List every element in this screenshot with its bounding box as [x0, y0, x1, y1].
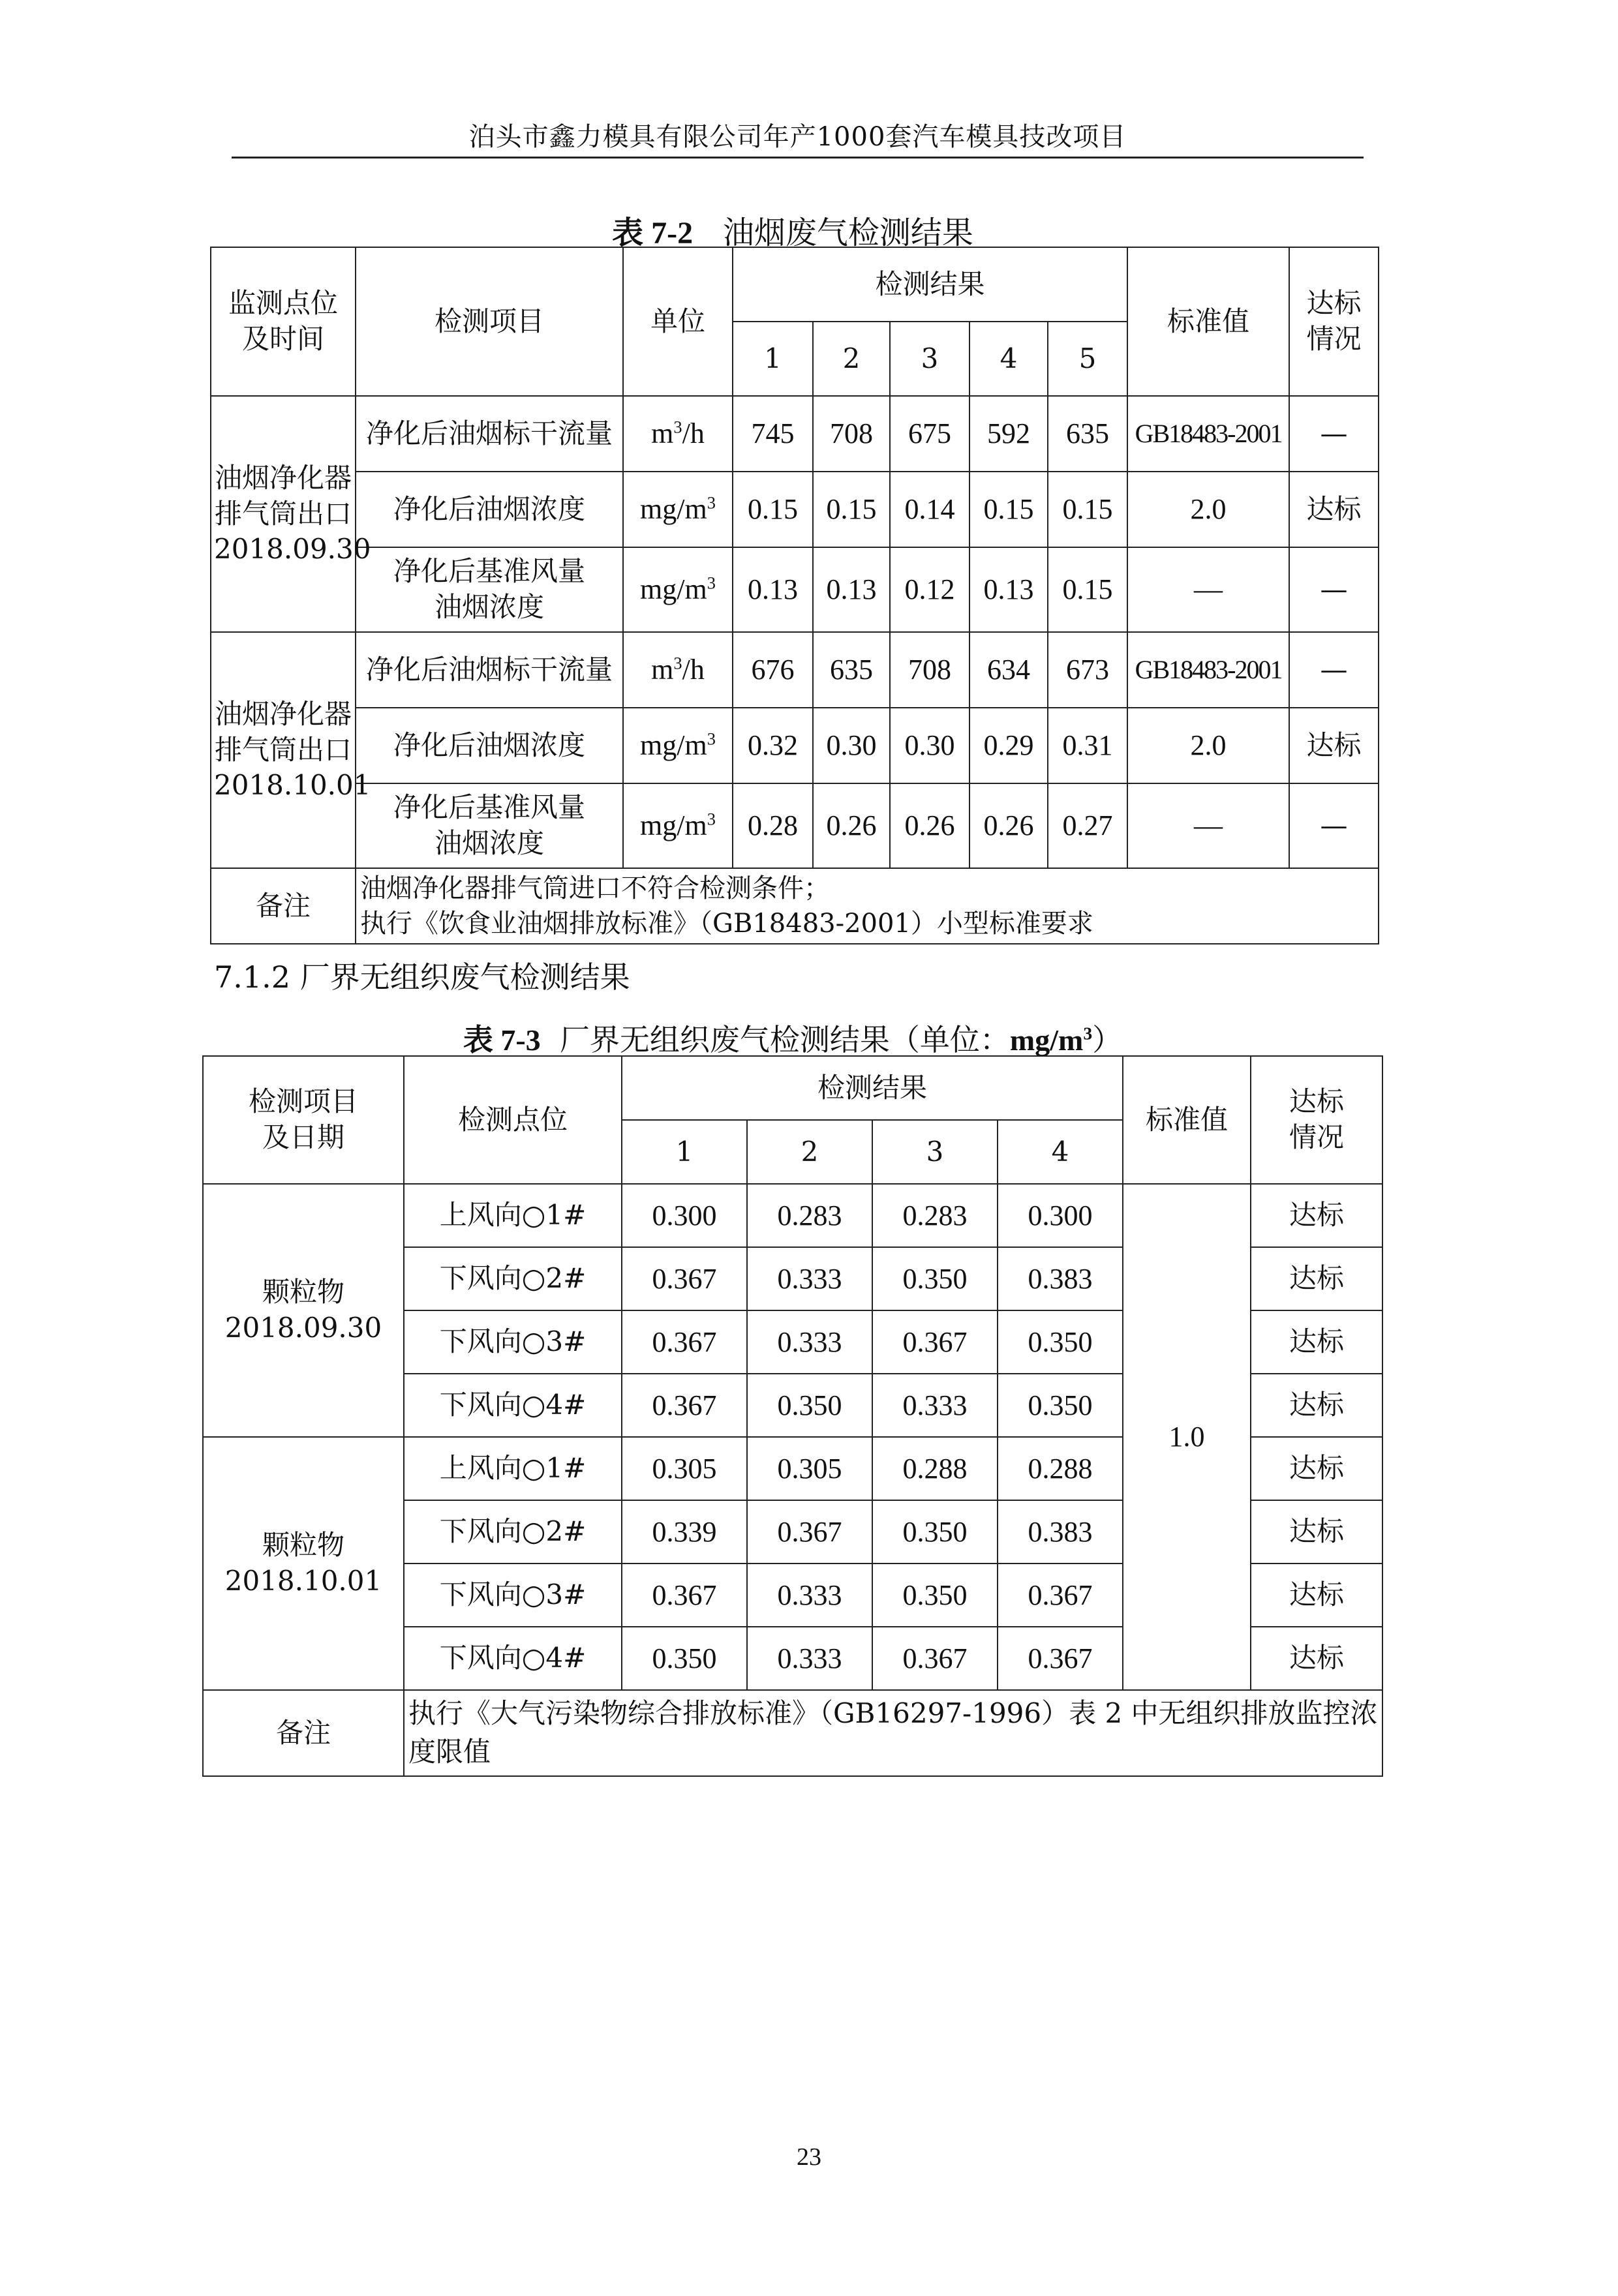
result-value-cell: 0.26: [890, 783, 969, 868]
result-value-cell: 0.333: [747, 1627, 872, 1690]
compliance-cell: —: [1289, 632, 1379, 708]
compliance-cell: 达标: [1251, 1437, 1382, 1500]
standard-value-cell: 2.0: [1127, 472, 1289, 547]
result-value-cell: 0.15: [969, 472, 1048, 547]
table-7-3-caption: 表 7-3 厂界无组织废气检测结果（单位：$mg/m^3$）: [463, 1022, 1123, 1057]
header-compliance: 达标 情况: [1289, 247, 1379, 396]
test-item-cell: 净化后油烟浓度: [356, 708, 623, 783]
result-value-cell: 0.300: [622, 1184, 747, 1247]
table-7-2-caption: [202, 207, 1383, 252]
test-item-cell: 净化后基准风量 油烟浓度: [356, 783, 623, 868]
test-item-cell: 净化后油烟标干流量: [356, 396, 623, 472]
header-results: 检测结果: [622, 1056, 1123, 1120]
header-point-time: 监测点位 及时间: [211, 247, 356, 396]
result-value-cell: 635: [813, 632, 890, 708]
table-row: [211, 472, 1379, 547]
result-value-cell: 0.333: [872, 1374, 998, 1437]
table-row: [203, 1184, 1382, 1247]
table-7-3-number: 表 7-3: [463, 1023, 541, 1057]
result-value-cell: 0.31: [1048, 708, 1127, 783]
compliance-cell: 达标: [1289, 708, 1379, 783]
result-value-cell: 0.383: [998, 1500, 1123, 1563]
monitoring-point-cell: 下风向○4#: [404, 1627, 622, 1690]
header-col-4: 4: [998, 1120, 1123, 1184]
standard-value-cell: —: [1127, 547, 1289, 632]
test-item-cell: 净化后基准风量 油烟浓度: [356, 547, 623, 632]
monitoring-point-cell: 上风向○1#: [404, 1184, 622, 1247]
result-value-cell: 0.28: [733, 783, 813, 868]
table-7-2-number: 表 7-2: [612, 216, 694, 250]
result-value-cell: 0.305: [747, 1437, 872, 1500]
result-value-cell: 708: [813, 396, 890, 472]
result-value-cell: 0.15: [733, 472, 813, 547]
standard-value-cell: GB18483-2001: [1127, 396, 1289, 472]
result-value-cell: 0.14: [890, 472, 969, 547]
table-7-3-title: 厂界无组织废气检测结果（单位：: [559, 1022, 1010, 1057]
result-value-cell: 0.283: [747, 1184, 872, 1247]
monitoring-point-cell: 下风向○4#: [404, 1374, 622, 1437]
header-standard: 标准值: [1127, 247, 1289, 396]
result-value-cell: 0.27: [1048, 783, 1127, 868]
result-value-cell: 0.15: [1048, 547, 1127, 632]
header-standard: 标准值: [1123, 1056, 1251, 1184]
result-value-cell: 0.350: [872, 1247, 998, 1310]
monitoring-point-cell: 下风向○3#: [404, 1563, 622, 1627]
table-row: [211, 547, 1379, 632]
result-value-cell: 592: [969, 396, 1048, 472]
result-value-cell: 0.383: [998, 1247, 1123, 1310]
remark-row: [203, 1690, 1382, 1776]
unit-cell: $mg/m^3$: [623, 783, 733, 868]
result-value-cell: 0.350: [998, 1310, 1123, 1374]
result-value-cell: 0.367: [998, 1627, 1123, 1690]
test-item-date-cell: 颗粒物 2018.10.01: [203, 1437, 404, 1690]
standard-value-cell: 1.0: [1123, 1184, 1251, 1690]
result-value-cell: 0.367: [622, 1374, 747, 1437]
unit-cell: $m^3/h$: [623, 632, 733, 708]
header-col-1: 1: [622, 1120, 747, 1184]
table-row: [211, 783, 1379, 868]
compliance-cell: 达标: [1251, 1247, 1382, 1310]
result-value-cell: 0.283: [872, 1184, 998, 1247]
test-item-date-cell: 颗粒物 2018.09.30: [203, 1184, 404, 1437]
result-value-cell: 0.367: [622, 1310, 747, 1374]
standard-value-cell: 2.0: [1127, 708, 1289, 783]
page-header-title: 泊头市鑫力模具有限公司年产1000套汽车模具技改项目: [468, 122, 1127, 152]
result-value-cell: 676: [733, 632, 813, 708]
result-value-cell: 0.333: [747, 1310, 872, 1374]
table-7-2: [210, 247, 1379, 944]
table-row: [211, 708, 1379, 783]
result-value-cell: 0.333: [747, 1247, 872, 1310]
result-value-cell: 0.367: [872, 1627, 998, 1690]
compliance-cell: —: [1289, 396, 1379, 472]
table-row: [211, 396, 1379, 472]
result-value-cell: 0.367: [622, 1563, 747, 1627]
result-value-cell: 0.13: [813, 547, 890, 632]
result-value-cell: 673: [1048, 632, 1127, 708]
header-col-5: 5: [1048, 322, 1127, 396]
table-7-3: [202, 1055, 1383, 1777]
compliance-cell: 达标: [1251, 1310, 1382, 1374]
monitoring-point-cell: 下风向○3#: [404, 1310, 622, 1374]
result-value-cell: 0.367: [998, 1563, 1123, 1627]
result-value-cell: 0.339: [622, 1500, 747, 1563]
result-value-cell: 0.30: [813, 708, 890, 783]
header-results: 检测结果: [733, 247, 1127, 322]
compliance-cell: 达标: [1251, 1374, 1382, 1437]
compliance-cell: 达标: [1251, 1184, 1382, 1247]
standard-value-cell: GB18483-2001: [1127, 632, 1289, 708]
monitoring-point-cell: 上风向○1#: [404, 1437, 622, 1500]
result-value-cell: 634: [969, 632, 1048, 708]
monitoring-point-cell: 油烟净化器 排气筒出口 2018.10.01: [211, 632, 356, 868]
result-value-cell: 0.333: [747, 1563, 872, 1627]
result-value-cell: 635: [1048, 396, 1127, 472]
header-unit: 单位: [623, 247, 733, 396]
remark-row: [211, 868, 1379, 944]
compliance-cell: —: [1289, 547, 1379, 632]
monitoring-point-cell: 油烟净化器 排气筒出口 2018.09.30: [211, 396, 356, 632]
compliance-cell: 达标: [1289, 472, 1379, 547]
table-row: [211, 632, 1379, 708]
result-value-cell: 0.13: [969, 547, 1048, 632]
result-value-cell: 0.12: [890, 547, 969, 632]
remark-label: 备注: [211, 868, 356, 944]
header-item-date: 检测项目 及日期: [203, 1056, 404, 1184]
result-value-cell: 0.350: [872, 1563, 998, 1627]
remark-text: 执行《大气污染物综合排放标准》（GB16297-1996）表 2 中无组织排放监控浓度限值: [404, 1690, 1382, 1776]
result-value-cell: 708: [890, 632, 969, 708]
header-col-2: 2: [813, 322, 890, 396]
header-col-3: 3: [872, 1120, 998, 1184]
header-col-2: 2: [747, 1120, 872, 1184]
result-value-cell: 0.367: [747, 1500, 872, 1563]
result-value-cell: 0.367: [622, 1247, 747, 1310]
header-item: 检测项目: [356, 247, 623, 396]
monitoring-point-cell: 下风向○2#: [404, 1247, 622, 1310]
compliance-cell: 达标: [1251, 1563, 1382, 1627]
result-value-cell: 0.26: [813, 783, 890, 868]
result-value-cell: 0.350: [747, 1374, 872, 1437]
page-number: 23: [797, 2143, 821, 2171]
header-col-3: 3: [890, 322, 969, 396]
compliance-cell: 达标: [1251, 1627, 1382, 1690]
header-col-1: 1: [733, 322, 813, 396]
result-value-cell: 0.288: [872, 1437, 998, 1500]
result-value-cell: 0.26: [969, 783, 1048, 868]
remark-text: 油烟净化器排气筒进口不符合检测条件； 执行《饮食业油烟排放标准》（GB18483-2001）小型标准要求: [356, 868, 1379, 944]
unit-cell: $mg/m^3$: [623, 547, 733, 632]
unit-cell: $mg/m^3$: [623, 472, 733, 547]
result-value-cell: 0.350: [998, 1374, 1123, 1437]
test-item-cell: 净化后油烟浓度: [356, 472, 623, 547]
result-value-cell: 0.15: [1048, 472, 1127, 547]
test-item-cell: 净化后油烟标干流量: [356, 632, 623, 708]
result-value-cell: 0.32: [733, 708, 813, 783]
result-value-cell: 0.350: [622, 1627, 747, 1690]
result-value-cell: 0.288: [998, 1437, 1123, 1500]
header-compliance: 达标 情况: [1251, 1056, 1382, 1184]
result-value-cell: 745: [733, 396, 813, 472]
section-heading-7-1-2: 7.1.2 厂界无组织废气检测结果: [214, 959, 630, 995]
table-7-3-unit: $mg/m^3$: [1009, 1023, 1093, 1057]
header-col-4: 4: [969, 322, 1048, 396]
result-value-cell: 0.13: [733, 547, 813, 632]
result-value-cell: 0.300: [998, 1184, 1123, 1247]
result-value-cell: 0.29: [969, 708, 1048, 783]
unit-cell: $mg/m^3$: [623, 708, 733, 783]
monitoring-point-cell: 下风向○2#: [404, 1500, 622, 1563]
result-value-cell: 0.367: [872, 1310, 998, 1374]
compliance-cell: 达标: [1251, 1500, 1382, 1563]
compliance-cell: —: [1289, 783, 1379, 868]
result-value-cell: 0.15: [813, 472, 890, 547]
result-value-cell: 0.305: [622, 1437, 747, 1500]
unit-cell: $m^3/h$: [623, 396, 733, 472]
standard-value-cell: —: [1127, 783, 1289, 868]
table-7-2-title: 油烟废气检测结果: [722, 215, 973, 251]
remark-label: 备注: [203, 1690, 404, 1776]
result-value-cell: 675: [890, 396, 969, 472]
result-value-cell: 0.350: [872, 1500, 998, 1563]
result-value-cell: 0.30: [890, 708, 969, 783]
header-divider: [232, 157, 1364, 159]
header-point: 检测点位: [404, 1056, 622, 1184]
